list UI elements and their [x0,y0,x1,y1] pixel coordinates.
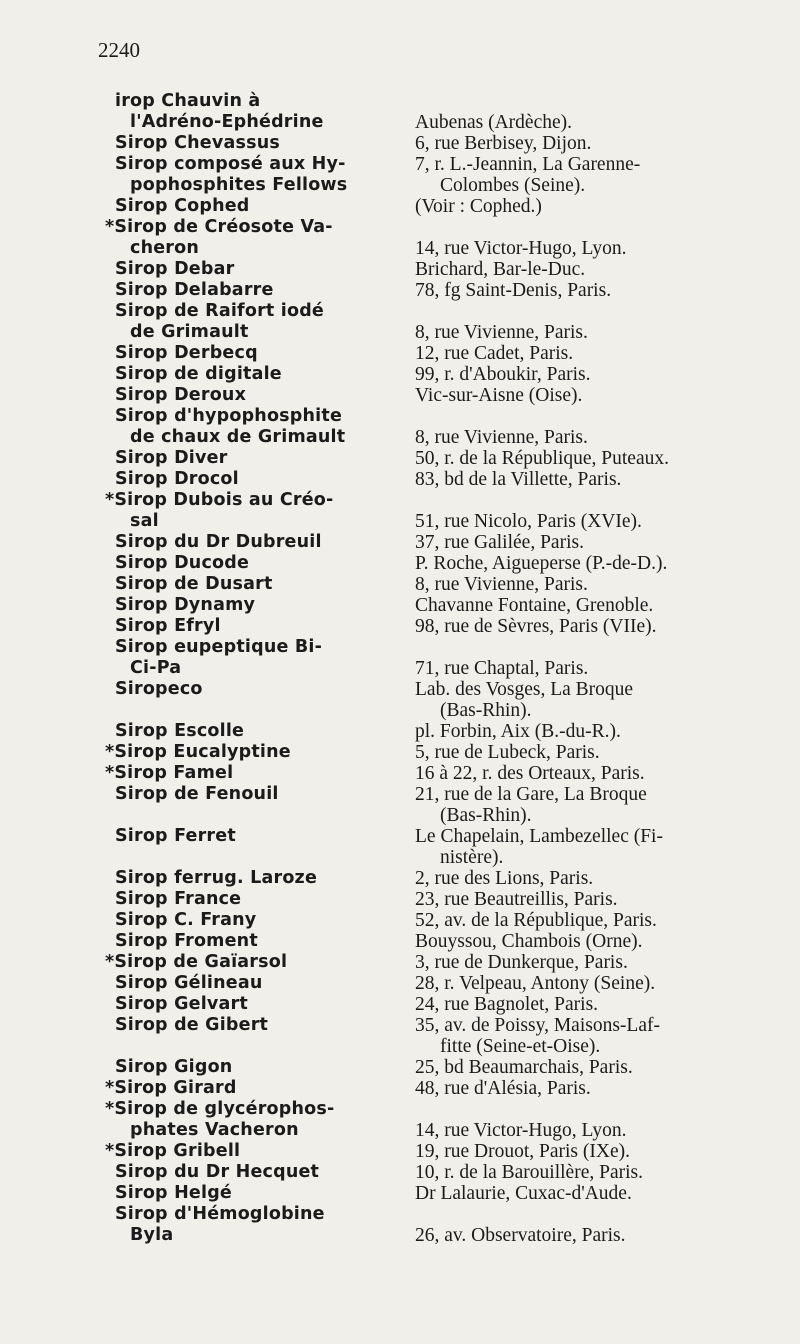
address [415,280,800,301]
product-name-line: Sirop Cophed [115,196,250,216]
product-name-line: Sirop Debar [115,259,235,279]
product-name-line: Sirop Escolle [115,721,245,741]
directory-entry [0,553,800,574]
address-line: 24, rue Bagnolet, Paris. [415,994,599,1015]
address [415,595,800,616]
address-line: P. Roche, Aigueperse (P.-de-D.). [415,553,668,574]
directory-entry [0,637,800,679]
product-name [0,1078,415,1099]
address [415,1099,800,1141]
product-name-line: *Sirop de Créosote Va- [105,217,333,237]
address-line: Colombes (Seine). [440,175,586,196]
directory-entry [0,154,800,196]
address-line: 10, r. de la Barouillère, Paris. [415,1162,643,1183]
address [415,679,800,721]
directory-entry [0,1183,800,1204]
address [415,448,800,469]
directory-entry [0,364,800,385]
product-name [0,406,415,448]
address-line: 25, bd Beaumarchais, Paris. [415,1057,633,1078]
product-name [0,889,415,910]
product-name-line: Sirop Derbecq [115,343,258,363]
product-name-line: Sirop composé aux Hy- [115,154,346,174]
product-name [0,217,415,259]
address-line: Le Chapelain, Lambezellec (Fi- [415,826,663,847]
directory-entry [0,280,800,301]
page-number: 2240 [98,38,140,62]
address [415,742,800,763]
product-name-line: *Sirop de glycérophos- [105,1099,335,1119]
address-line: 35, av. de Poissy, Maisons-Laf- [415,1015,660,1036]
address [415,217,800,259]
directory-entry [0,490,800,532]
address [415,1183,800,1204]
address [415,574,800,595]
product-name [0,1015,415,1057]
address [415,1078,800,1099]
address-line: 23, rue Beautreillis, Paris. [415,889,618,910]
address-line: Brichard, Bar-le-Duc. [415,259,586,280]
address [415,763,800,784]
address [415,364,800,385]
directory-entry [0,406,800,448]
address-line: 14, rue Victor-Hugo, Lyon. [415,238,627,259]
product-name-line: Byla [130,1225,174,1245]
address [415,406,800,448]
product-name-line: phates Vacheron [130,1120,299,1140]
address-line: 26, av. Observatoire, Paris. [415,1225,626,1246]
product-name [0,343,415,364]
directory-entry [0,763,800,784]
product-name [0,721,415,742]
directory-entry [0,616,800,637]
address-line: pl. Forbin, Aix (B.-du-R.). [415,721,621,742]
address-line: 48, rue d'Alésia, Paris. [415,1078,591,1099]
product-name-line: Sirop eupeptique Bi- [115,637,323,657]
product-name [0,952,415,973]
product-name [0,490,415,532]
address [415,826,800,868]
product-name-line: *Sirop Eucalyptine [105,742,291,762]
directory-entry [0,91,800,133]
product-name [0,931,415,952]
address [415,196,800,217]
product-name [0,1204,415,1246]
product-name [0,574,415,595]
product-name [0,637,415,679]
product-name-line: irop Chauvin à [115,91,261,111]
product-name [0,973,415,994]
directory-entry [0,133,800,154]
address-line: 16 à 22, r. des Orteaux, Paris. [415,763,645,784]
address [415,301,800,343]
product-name [0,868,415,889]
address [415,154,800,196]
directory-entry [0,196,800,217]
product-name [0,994,415,1015]
product-name-line: *Sirop de Gaïarsol [105,952,288,972]
product-name [0,763,415,784]
directory-entry [0,994,800,1015]
directory-list [0,91,800,1246]
address-line: 28, r. Velpeau, Antony (Seine). [415,973,656,994]
product-name [0,1057,415,1078]
product-name-line: sal [130,511,159,531]
address [415,532,800,553]
product-name-line: Sirop Dynamy [115,595,256,615]
product-name-line: Sirop Delabarre [115,280,274,300]
product-name-line: Ci-Pa [130,658,182,678]
address-line: 51, rue Nicolo, Paris (XVIe). [415,511,642,532]
address [415,490,800,532]
address [415,553,800,574]
product-name-line: Sirop Drocol [115,469,239,489]
address-line: 14, rue Victor-Hugo, Lyon. [415,1120,627,1141]
address [415,1015,800,1057]
address-line: 5, rue de Lubeck, Paris. [415,742,600,763]
product-name [0,133,415,154]
directory-entry [0,448,800,469]
directory-entry [0,1162,800,1183]
address [415,1057,800,1078]
address-line: (Voir : Cophed.) [415,196,542,217]
directory-entry [0,1015,800,1057]
product-name-line: Sirop Ferret [115,826,236,846]
address-line: (Bas-Rhin). [440,805,532,826]
product-name-line: Sirop de Raifort iodé [115,301,324,321]
product-name-line: *Sirop Gribell [105,1141,241,1161]
product-name [0,154,415,196]
address [415,889,800,910]
address [415,1141,800,1162]
product-name-line: Sirop Gélineau [115,973,263,993]
address [415,343,800,364]
directory-entry [0,784,800,826]
product-name-line: Sirop du Dr Dubreuil [115,532,322,552]
address [415,1204,800,1246]
address-line: 78, fg Saint-Denis, Paris. [415,280,612,301]
address [415,1162,800,1183]
product-name-line: l'Adréno-Ephédrine [130,112,324,132]
product-name [0,301,415,343]
product-name [0,616,415,637]
address-line: 99, r. d'Aboukir, Paris. [415,364,591,385]
product-name [0,679,415,721]
product-name-line: pophosphites Fellows [130,175,348,195]
product-name-line: Siropeco [115,679,203,699]
directory-entry [0,217,800,259]
address-line: 8, rue Vivienne, Paris. [415,574,588,595]
address-line: 8, rue Vivienne, Paris. [415,427,588,448]
product-name-line: *Sirop Girard [105,1078,237,1098]
product-name [0,553,415,574]
product-name-line: Sirop France [115,889,242,909]
directory-entry [0,868,800,889]
product-name-line: Sirop de Gibert [115,1015,269,1035]
directory-entry [0,1078,800,1099]
address-line: 71, rue Chaptal, Paris. [415,658,589,679]
directory-entry [0,1099,800,1141]
product-name [0,784,415,826]
directory-entry [0,595,800,616]
address-line: 7, r. L.-Jeannin, La Garenne- [415,154,641,175]
product-name-line: Sirop d'hypophosphite [115,406,343,426]
product-name-line: Sirop Ducode [115,553,250,573]
directory-entry [0,1057,800,1078]
product-name-line: Sirop d'Hémoglobine [115,1204,325,1224]
address-line: 3, rue de Dunkerque, Paris. [415,952,628,973]
address-line: 19, rue Drouot, Paris (IXe). [415,1141,630,1162]
address-line: Vic-sur-Aisne (Oise). [415,385,583,406]
address [415,931,800,952]
address [415,721,800,742]
address-line: Chavanne Fontaine, Grenoble. [415,595,654,616]
product-name-line: Sirop Efryl [115,616,221,636]
product-name-line: Sirop ferrug. Laroze [115,868,318,888]
product-name [0,364,415,385]
directory-entry [0,679,800,721]
address-line: 12, rue Cadet, Paris. [415,343,574,364]
product-name [0,448,415,469]
address-line: 98, rue de Sèvres, Paris (VIIe). [415,616,657,637]
product-name-line: *Sirop Famel [105,763,234,783]
product-name [0,532,415,553]
product-name-line: Sirop du Dr Hecquet [115,1162,320,1182]
address [415,868,800,889]
product-name [0,826,415,868]
product-name-line: Sirop de digitale [115,364,282,384]
product-name-line: Sirop C. Frany [115,910,257,930]
product-name-line: Sirop Helgé [115,1183,232,1203]
directory-entry [0,469,800,490]
address [415,973,800,994]
product-name [0,1162,415,1183]
product-name [0,742,415,763]
product-name-line: de chaux de Grimault [130,427,346,447]
product-name-line: Sirop Froment [115,931,258,951]
directory-entry [0,973,800,994]
product-name [0,910,415,931]
product-name-line: Sirop Gelvart [115,994,248,1014]
address-line: nistère). [440,847,504,868]
address-line: (Bas-Rhin). [440,700,532,721]
address-line: 8, rue Vivienne, Paris. [415,322,588,343]
product-name [0,196,415,217]
address [415,133,800,154]
product-name [0,1183,415,1204]
address [415,385,800,406]
directory-entry [0,1204,800,1246]
product-name-line: *Sirop Dubois au Créo- [105,490,334,510]
address [415,952,800,973]
product-name-line: Sirop de Fenouil [115,784,279,804]
directory-entry [0,574,800,595]
address-line: 52, av. de la République, Paris. [415,910,657,931]
product-name-line: Sirop Diver [115,448,228,468]
product-name [0,385,415,406]
directory-entry [0,910,800,931]
directory-entry [0,301,800,343]
address-line: fitte (Seine-et-Oise). [440,1036,601,1057]
directory-entry [0,952,800,973]
directory-entry [0,889,800,910]
address [415,784,800,826]
directory-entry [0,385,800,406]
address [415,910,800,931]
address [415,91,800,133]
address-line: 83, bd de la Villette, Paris. [415,469,622,490]
directory-entry [0,721,800,742]
directory-entry [0,742,800,763]
product-name [0,91,415,133]
product-name-line: Sirop Chevassus [115,133,280,153]
product-name [0,280,415,301]
product-name-line: Sirop de Dusart [115,574,273,594]
address-line: Lab. des Vosges, La Broque [415,679,634,700]
product-name [0,469,415,490]
product-name-line: Sirop Gigon [115,1057,233,1077]
address [415,637,800,679]
product-name-line: Sirop Deroux [115,385,247,405]
directory-entry [0,931,800,952]
product-name-line: de Grimault [130,322,249,342]
address [415,469,800,490]
directory-entry [0,343,800,364]
address-line: Bouyssou, Chambois (Orne). [415,931,643,952]
address-line: 2, rue des Lions, Paris. [415,868,594,889]
product-name [0,1141,415,1162]
address-line: 21, rue de la Gare, La Broque [415,784,647,805]
address [415,994,800,1015]
directory-entry [0,826,800,868]
product-name [0,595,415,616]
address [415,616,800,637]
address-line: Aubenas (Ardèche). [415,112,573,133]
address [415,259,800,280]
product-name [0,1099,415,1141]
product-name-line: cheron [130,238,200,258]
product-name [0,259,415,280]
directory-entry [0,259,800,280]
address-line: 50, r. de la République, Puteaux. [415,448,669,469]
address-line: 37, rue Galilée, Paris. [415,532,584,553]
directory-entry [0,1141,800,1162]
address-line: Dr Lalaurie, Cuxac-d'Aude. [415,1183,632,1204]
directory-entry [0,532,800,553]
address-line: 6, rue Berbisey, Dijon. [415,133,592,154]
